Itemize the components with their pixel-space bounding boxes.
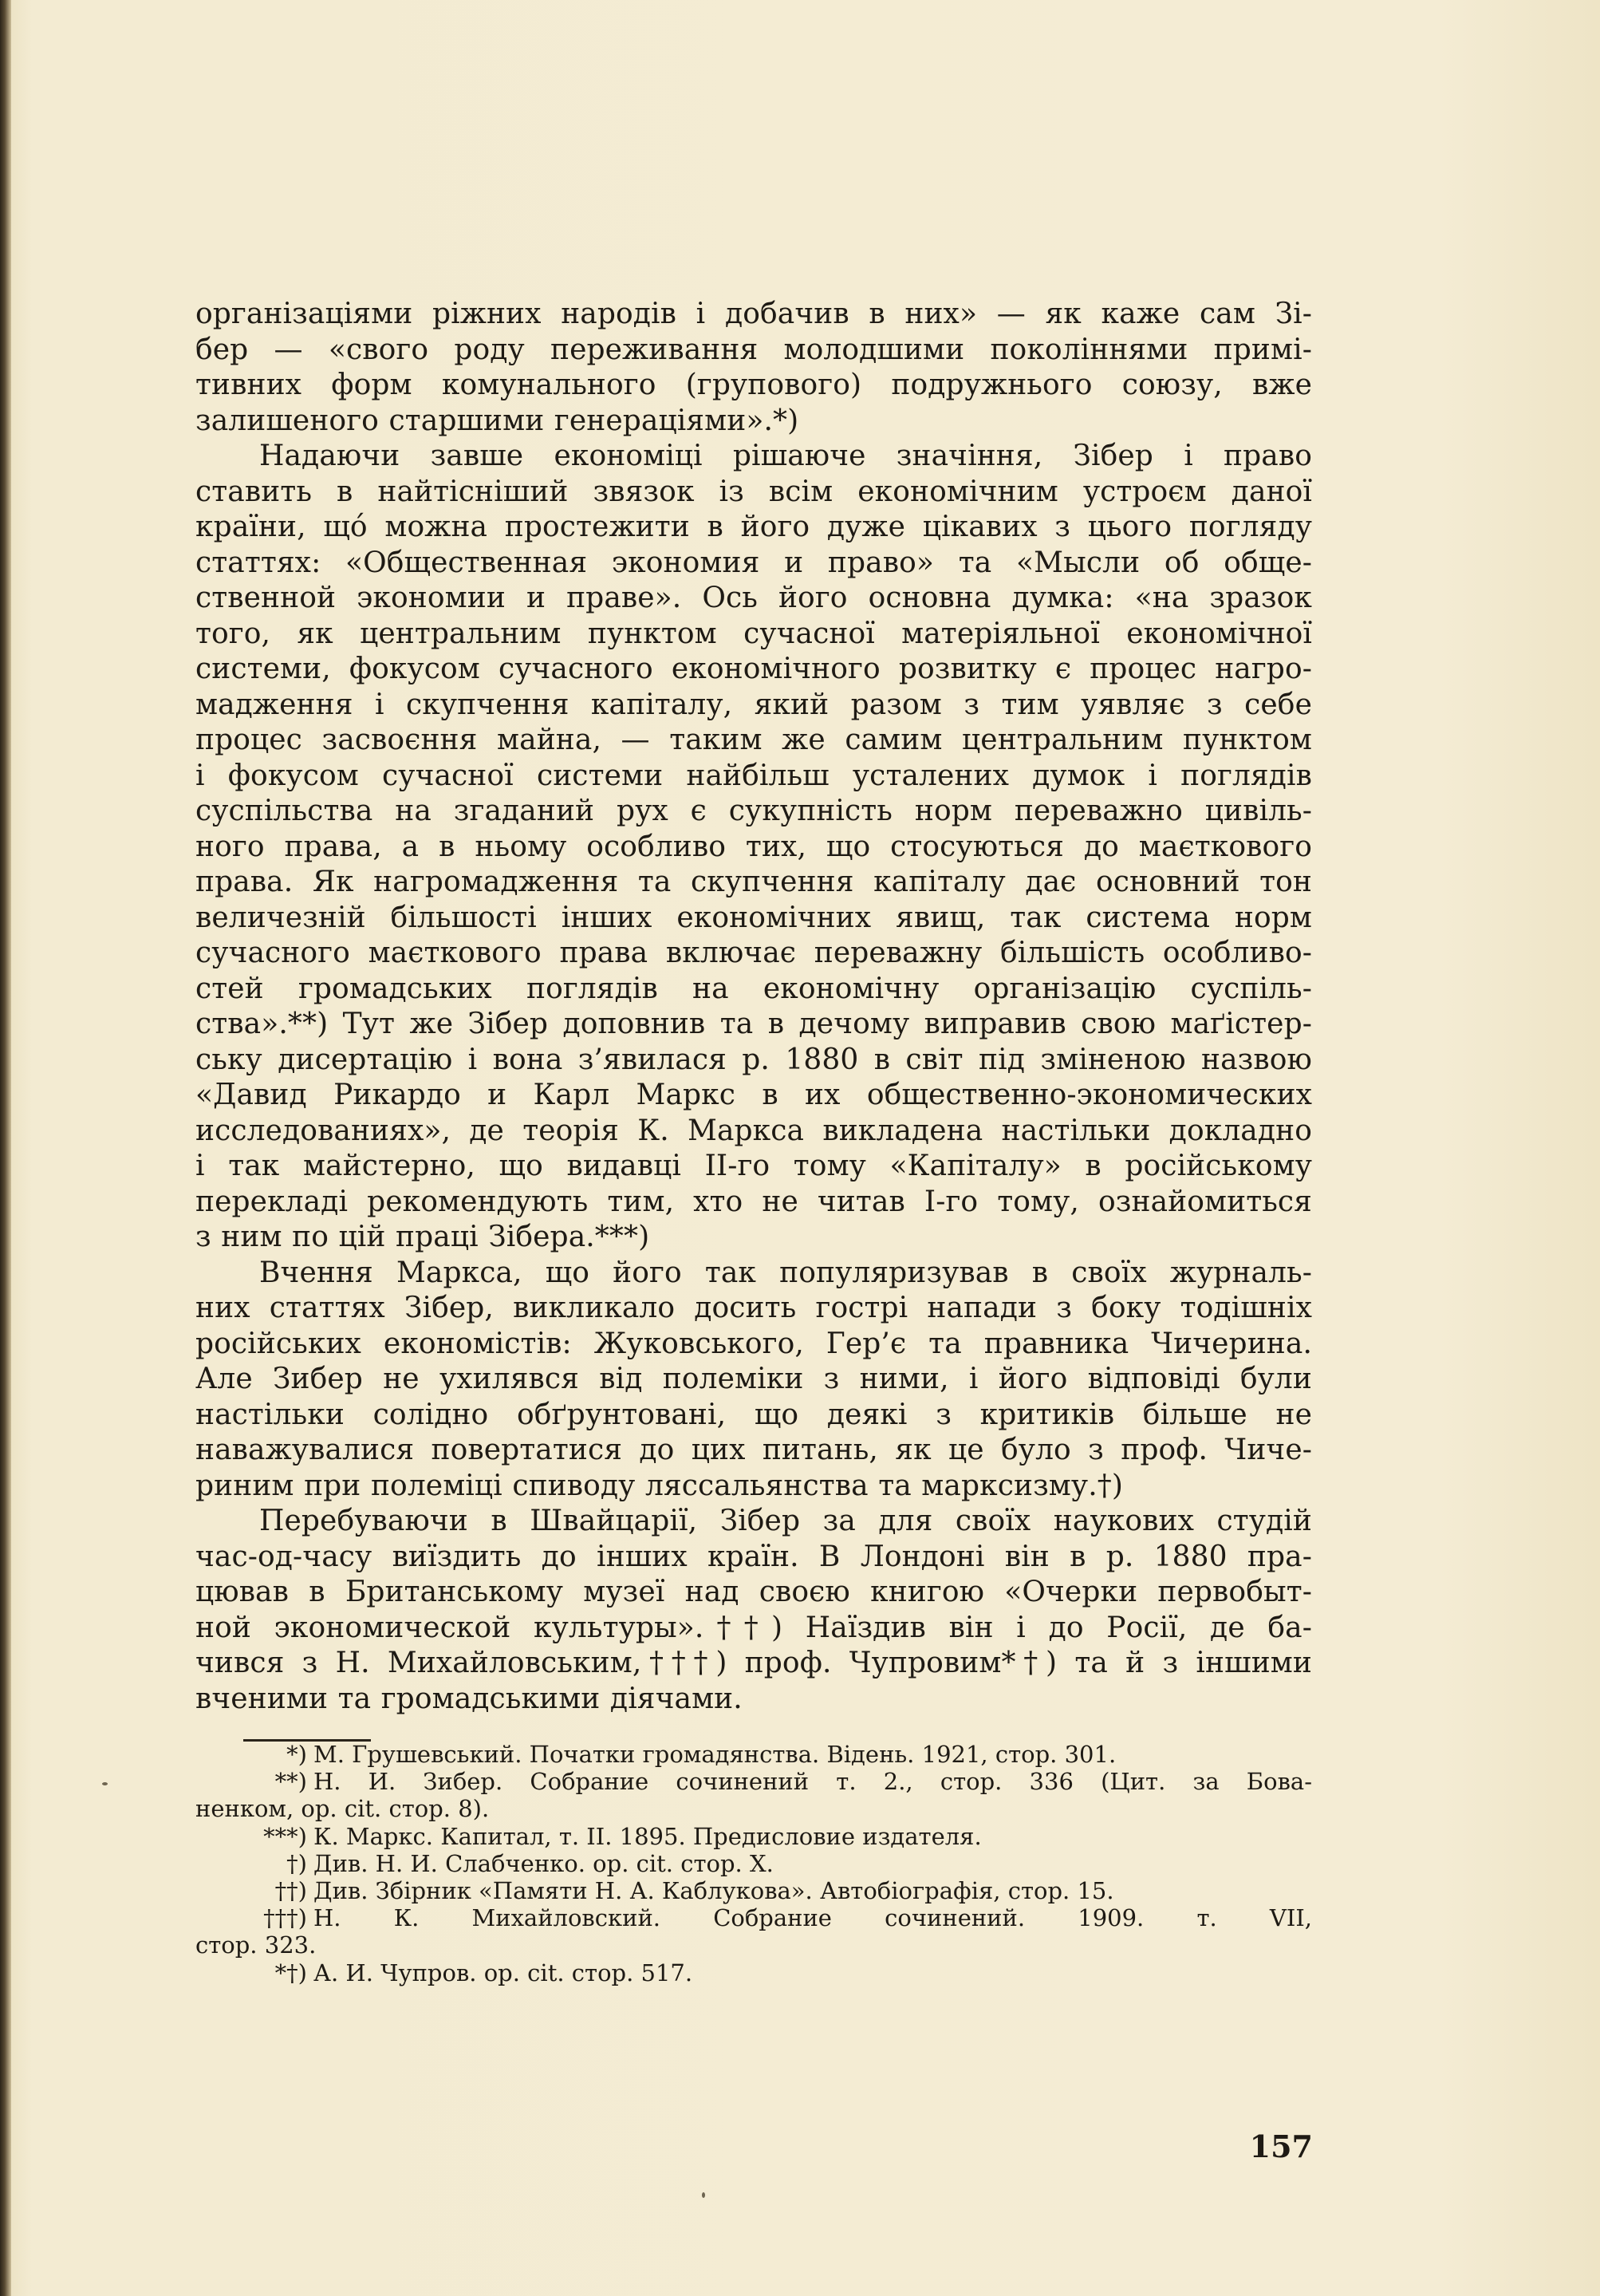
footnote-line (195, 1931, 1312, 1959)
paper-speck (102, 1782, 108, 1785)
text-line: «Давид Рикардо и Карл Маркс в их общественно-экономических (195, 1079, 1312, 1111)
text-line: исследованиях», де теорія К. Маркса викладена настільки докладно (195, 1114, 1312, 1147)
footnote-line (195, 1959, 1312, 1986)
body-text (195, 297, 1312, 1717)
footnote-text: стор. 323. (195, 1931, 317, 1959)
text-line: Вчення Маркса, що його так популяризував в своїх журналь- (259, 1256, 1312, 1289)
text-line: права. Як нагромадження та скупчення капіталу дає основний тон (195, 866, 1312, 898)
footnote-line (195, 1795, 1312, 1822)
text-line: настільки солідно обґрунтовані, що деякі з критиків більше не (195, 1398, 1312, 1431)
footnote-line (195, 1741, 1312, 1768)
text-line: ственной экономии и праве». Ось його основна думка: «на зразок (195, 582, 1312, 614)
text-line: тивних форм комунального (групового) подружнього союзу, вже (195, 369, 1312, 401)
paper-speck (702, 2192, 705, 2198)
text-line: системи, фокусом сучасного економічного розвитку є процес нагро- (195, 653, 1312, 685)
text-line: величезній більшості інших економічних явищ, так система норм (195, 901, 1312, 934)
footnote-line (195, 1823, 1312, 1850)
footnote-line (195, 1877, 1312, 1904)
text-line: Але Зибер не ухилявся від полеміки з ними, і його відповіді були (195, 1363, 1312, 1395)
footnotes (195, 1741, 1312, 1986)
footnote-line (195, 1850, 1312, 1877)
text-line: стей громадських поглядів на економічну організацію суспіль- (195, 972, 1312, 1005)
text-line: організаціями ріжних народів і добачив в них» — як каже сам Зі- (195, 298, 1312, 330)
page-number: 157 (1249, 2128, 1313, 2164)
text-line: країни, щó можна простежити в його дуже цікавих з цього погляду (195, 511, 1312, 543)
text-line: перекладі рекомендують тим, хто не читав І-го тому, ознайомиться (195, 1185, 1312, 1218)
text-line: Надаючи завше економіці рішаюче значіння, Зібер і право (259, 440, 1312, 472)
footnote-mark: *) (286, 1741, 307, 1768)
footnote-mark: †) (286, 1849, 307, 1877)
text-line: бер — «свого роду переживання молодшими поколіннями примі- (195, 333, 1312, 366)
footnote-text: Див. Збірник «Памяти Н. А. Каблукова». Автобіографія, стор. 15. (313, 1876, 1114, 1904)
text-line: ства».**) Тут же Зібер доповнив та в дечому виправив свою маґістер- (195, 1008, 1312, 1040)
footnote-mark: ***) (263, 1822, 307, 1850)
text-line: статтях: «Общественная экономия и право» та «Мысли об обще- (195, 546, 1312, 579)
text-line: і так майстерно, що видавці ІІ-го тому «Капіталу» в російському (195, 1150, 1312, 1182)
footnote-text: Н. К. Михайловский. Собрание сочинений. 1909. т. VII, (313, 1904, 1312, 1932)
text-line: ставить в найтісніший звязок із всім економічним устроєм даної (195, 475, 1312, 508)
text-line: чився з Н. Михайловським,†††) проф. Чупровим*†) та й з іншими (195, 1647, 1312, 1679)
text-line: залишеного старшими генераціями».*) (195, 404, 799, 437)
footnote-text: Див. Н. И. Слабченко. op. cit. стор. X. (313, 1849, 774, 1877)
text-line: них статтях Зібер, викликало досить гострі напади з боку тодішніх (195, 1292, 1312, 1324)
footnote-text: Н. И. Зибер. Собрание сочинений т. 2., стор. 336 (Цит. за Бова- (313, 1768, 1312, 1796)
text-line: Перебуваючи в Швайцарії, Зібер за для своїх наукових студій (259, 1505, 1312, 1537)
footnote-line (195, 1904, 1312, 1931)
text-line: риним при полеміці спиводу ляссальянства та марксизму.†) (195, 1469, 1123, 1502)
footnote-text: К. Маркс. Капитал, т. II. 1895. Предисловие издателя. (313, 1822, 982, 1850)
book-binding-edge (0, 0, 11, 2296)
text-line: і фокусом сучасної системи найбільш усталених думок і поглядів (195, 759, 1312, 792)
text-line: ську дисертацію і вона з’явилася р. 1880 в світ під зміненою назвою (195, 1043, 1312, 1076)
footnote-text: М. Грушевський. Початки громадянства. Відень. 1921, стор. 301. (313, 1741, 1117, 1768)
footnote-line (195, 1768, 1312, 1795)
text-line: час-од-часу виїздить до інших країн. В Лондоні він в р. 1880 пра- (195, 1540, 1312, 1573)
footnote-mark: **) (274, 1768, 307, 1796)
text-line: наважувалися повертатися до цих питань, як це було з проф. Чиче- (195, 1434, 1312, 1466)
text-line: з ним по цій праці Зібера.***) (195, 1221, 650, 1253)
text-line: процес засвоєння майна, — таким же самим центральним пунктом (195, 724, 1312, 756)
text-line: сучасного маєткового права включає переважну більшість особливо- (195, 937, 1312, 969)
footnote-mark: *†) (274, 1959, 307, 1986)
text-line: ной экономической культуры».††) Наїздив він і до Росії, де ба- (195, 1611, 1312, 1644)
footnote-mark: †††) (263, 1904, 307, 1932)
text-line: російських економістів: Жуковського, Гер’є та правника Чичерина. (195, 1327, 1312, 1360)
text-line: вченими та громадськими діячами. (195, 1682, 743, 1715)
text-line: цював в Британському музеї над своєю книгою «Очерки первобыт- (195, 1576, 1312, 1608)
footnote-mark: ††) (274, 1876, 307, 1904)
text-line: суспільства на згаданий рух є сукупність норм переважно цивіль- (195, 795, 1312, 827)
text-line: ного права, а в ньому особливо тих, що стосуються до маєткового (195, 830, 1312, 863)
footnote-text: А. И. Чупров. op. cit. стор. 517. (313, 1959, 693, 1986)
text-line: того, як центральним пунктом сучасної матеріяльної економічної (195, 617, 1312, 650)
text-line: мадження і скупчення капіталу, який разом з тим уявляє з себе (195, 688, 1312, 721)
footnote-text: ненком, op. cit. стор. 8). (195, 1795, 490, 1823)
